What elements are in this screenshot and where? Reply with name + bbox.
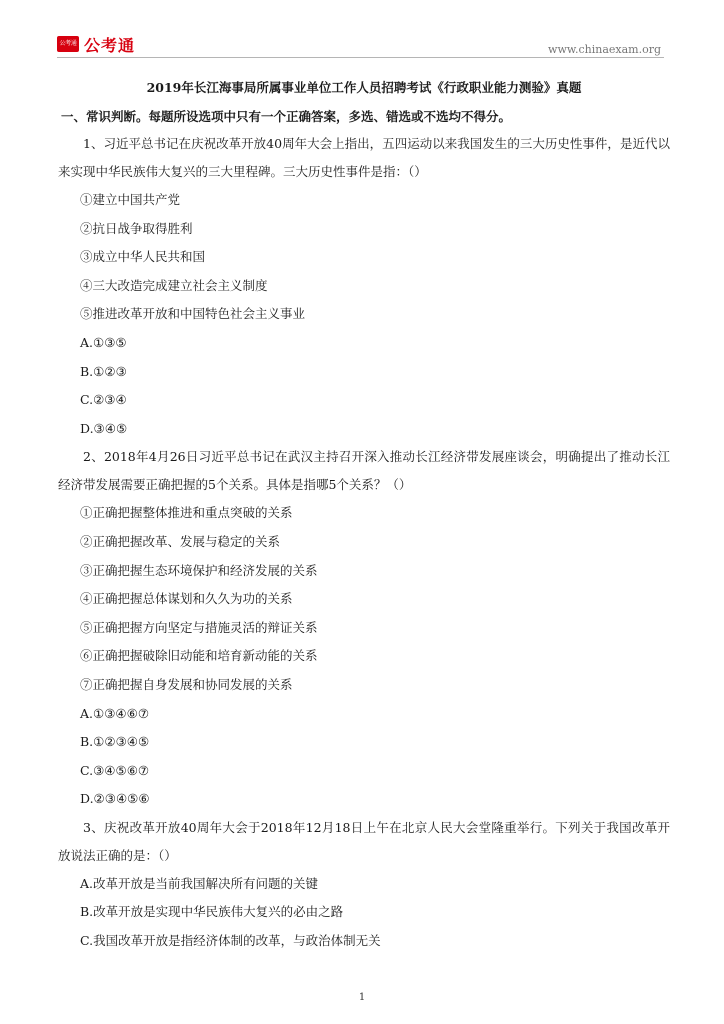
question-1-option-b: B.①②③ (80, 363, 127, 379)
question-2-option-a: A.①③④⑥⑦ (80, 705, 150, 721)
question-1-statement: ②抗日战争取得胜利 (80, 220, 193, 236)
question-1-statement: ③成立中华人民共和国 (80, 249, 206, 265)
question-2-statement: ⑦正确把握自身发展和协同发展的关系 (80, 676, 293, 692)
section-heading: 一、常识判断。每题所设选项中只有一个正确答案，多选、错选或不选均不得分。 (61, 109, 512, 124)
question-2-statement: ②正确把握改革、发展与稳定的关系 (80, 533, 281, 549)
question-1-option-c: C.②③④ (80, 392, 127, 408)
document-title: 2019年长江海事局所属事业单位工作人员招聘考试《行政职业能力测验》真题 (146, 80, 582, 95)
question-3-option-c: C.我国改革开放是指经济体制的改革，与政治体制无关 (80, 933, 381, 949)
question-2-statement: ④正确把握总体谋划和久久为功的关系 (80, 591, 293, 607)
site-url: www.chinaexam.org (548, 43, 661, 56)
question-2-statement: ③正确把握生态环境保护和经济发展的关系 (80, 562, 318, 578)
question-2-statement: ①正确把握整体推进和重点突破的关系 (80, 505, 293, 521)
question-2-statement: ⑥正确把握破除旧动能和培育新动能的关系 (80, 648, 318, 664)
question-3-option-a: A.改革开放是当前我国解决所有问题的关键 (80, 875, 319, 891)
question-2-statement: ⑤正确把握方向坚定与措施灵活的辩证关系 (80, 619, 318, 635)
page-number: 1 (358, 992, 366, 1003)
document-body (58, 76, 670, 956)
header-divider (57, 57, 664, 58)
question-1-statement: ①建立中国共产党 (80, 192, 181, 207)
question-1-statement: ④三大改造完成建立社会主义制度 (80, 277, 268, 293)
question-1-option-a: A.①③⑤ (80, 334, 127, 350)
question-1-stem: 1、习近平总书记在庆祝改革开放40周年大会上指出，五四运动以来我国发生的三大历史性事件，是近代以来实现中华民族伟大复兴的三大里程碑。三大历史性事件是指：（） (58, 136, 670, 179)
question-2-option-d: D.②③④⑤⑥ (80, 791, 150, 807)
logo-badge: 公考通 (57, 36, 79, 52)
question-2-option-c: C.③④⑤⑥⑦ (80, 762, 150, 778)
question-3-stem: 3、庆祝改革开放40周年大会于2018年12月18日上午在北京人民大会堂隆重举行。下列关于我国改革开放说法正确的是：（） (58, 819, 670, 863)
question-2-option-b: B.①②③④⑤ (80, 734, 150, 750)
question-1-statement: ⑤推进改革开放和中国特色社会主义事业 (80, 306, 306, 322)
logo-text: 公考通 (84, 36, 136, 55)
question-2-stem: 2、2018年4月26日习近平总书记在武汉主持召开深入推动长江经济带发展座谈会，明确提出了推动长江经济带发展需要正确把握的5个关系。具体是指哪5个关系？（） (58, 449, 670, 493)
page-header (0, 0, 724, 60)
question-3-option-b: B.改革开放是实现中华民族伟大复兴的必由之路 (80, 904, 344, 920)
question-1-option-d: D.③④⑤ (80, 420, 128, 436)
